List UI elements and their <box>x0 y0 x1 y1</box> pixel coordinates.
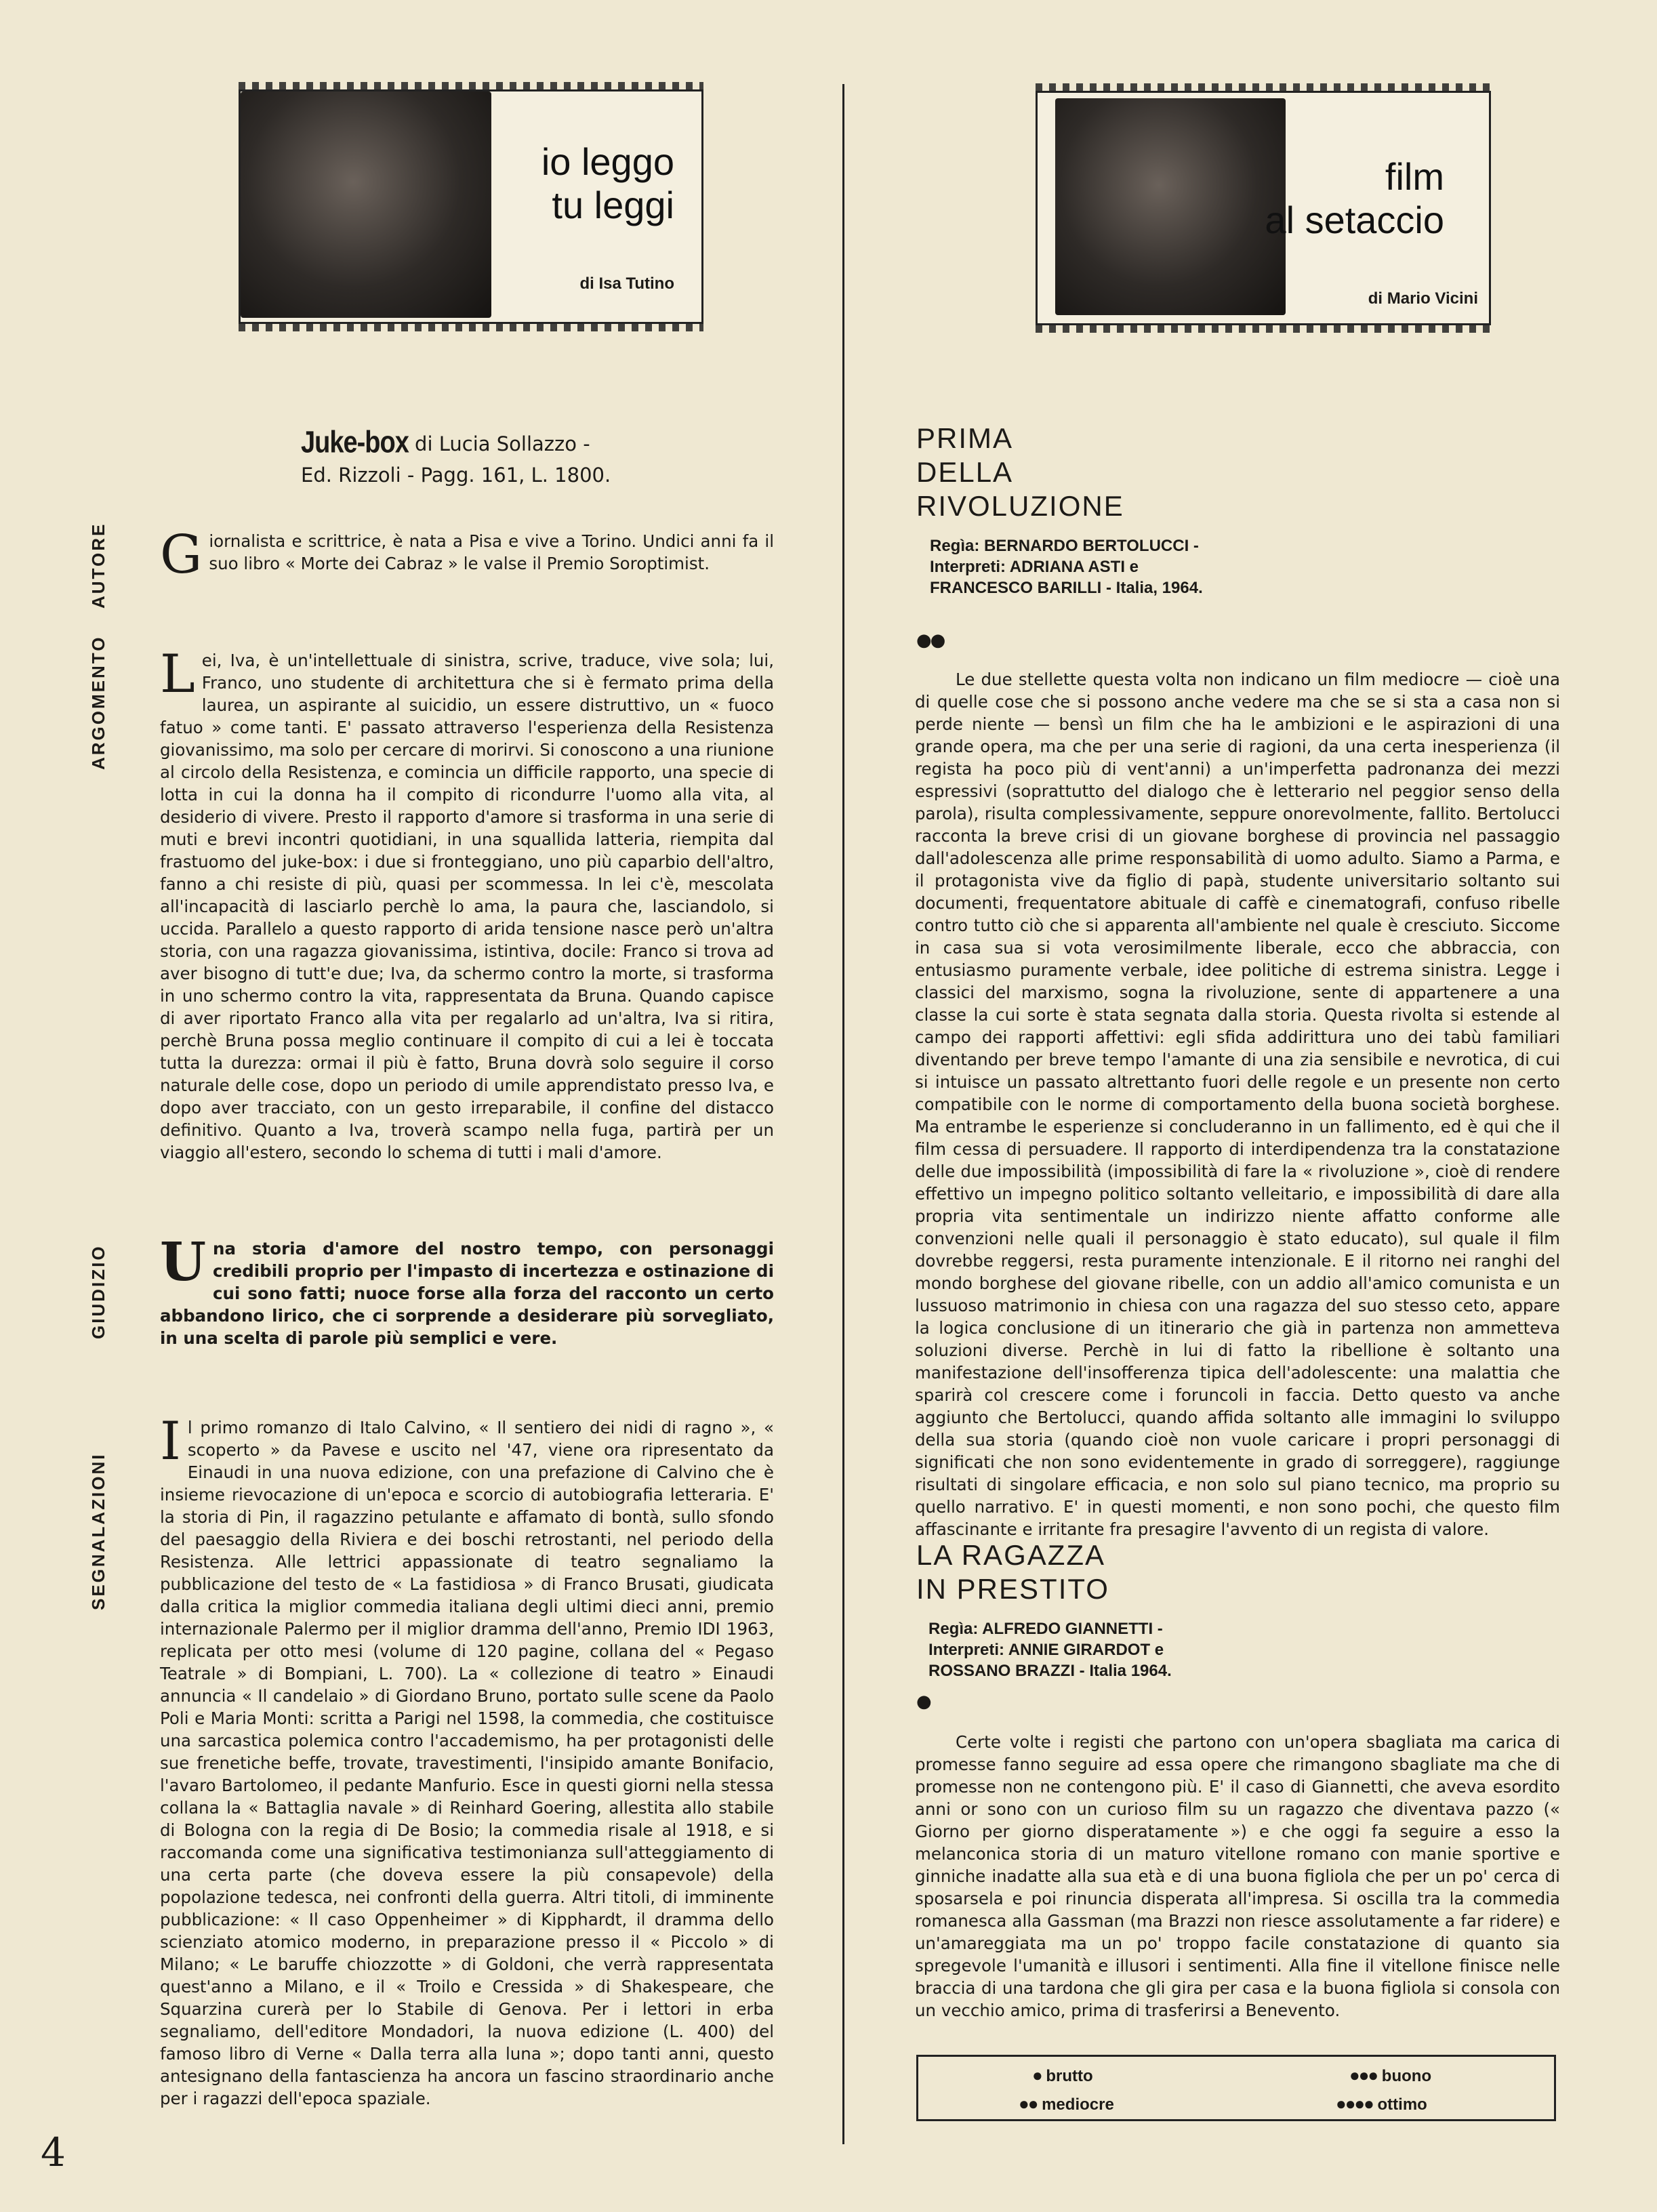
film1-rating: ●● <box>916 630 945 651</box>
segnalazioni-dropcap: I <box>160 1411 181 1472</box>
legend-mediocre <box>1019 2093 1114 2114</box>
book-title: Juke-box <box>301 425 409 460</box>
legend-ottimo-dots: ●●●● <box>1336 2093 1373 2114</box>
side-label-giudizio: GIUDIZIO <box>88 1244 108 1339</box>
legend-buono <box>1349 2065 1431 2086</box>
left-header-title-line2: tu leggi <box>552 184 674 226</box>
right-header-title-line2: al setaccio <box>1265 199 1444 241</box>
legend-mediocre-label: mediocre <box>1042 2095 1114 2114</box>
film2-review <box>915 1731 1560 2022</box>
legend-buono-label: buono <box>1381 2067 1432 2085</box>
segnalazioni-text: l primo romanzo di Italo Calvino, « Il sentiero dei nidi di ragno », « scoperto » da Pavese e uscito nel '47, viene ora ripresentato da Einaudi in una nuova edizione, con una prefazione di Calvino che è insieme rievocazione di un'epoca e scorcio di autobiografia letteraria. E' la storia di Pin, il ragazzino petulante e affamato di bontà, sullo sfondo del paesaggio della Riviera e dei boschi retrostanti, nel periodo della Resistenza. Alle lettrici appassionate di teatro segnaliamo la pubblicazione del testo de « La fastidiosa » di Franco Brusati, giudicata dalla critica la miglior commedia italiana degli ultimi dieci anni, premio internazionale Palermo per il miglior dramma dell'anno, Premio IDI 1963, replicata per otto mesi (volume di 120 pagine, collana del « Pegaso Teatrale » di Bompiani, L. 700). La « collezione di teatro » Einaudi annuncia « Il candelaio » di Giordano Bruno, portato sulle scene da Paolo Poli e Maria Monti: scritta a Parigi nel 1598, la commedia, che costituisce una sarcastica polemica contro l'accademismo, ha per protagonisti delle sue frenetiche beffe, trovate, travestimenti, l'insipido amante Bonifacio, l'avaro Bartolomeo, il pedante Manfurio. Esce in questi giorni nella stessa collana la « Battaglia navale » di Reinhard Goering, allestita allo stabile di Bologna con la regia di De Bosio; la commedia risale al 1918, e si raccomanda come una significativa testimonianza sull'atteggiamento di una certa parte (che doveva essere la più consapevole) della popolazione tedesca, nei confronti della guerra. Altri titoli, di imminente pubblicazione: « Il caso Oppenheimer » di Kipphardt, il dramma dello scienziato atomico moderno, in preparazione presso il « Piccolo » di Milano; « Le baruffe chiozzotte » di Goldoni, che verrà rappresentata quest'anno a Milano, e il « Troilo e Cressida » di Shakespeare, che Squarzina curerà per lo Stabile di Genova. Per i lettori in erba segnaliamo, dell'editore Mondadori, la nuova edizione (L. 400) del famoso libro di Verne « Dalla terra alla luna »; dopo tanti anni, questo antesignano della fantascienza ha ancora un fascino straordinario anche per i ragazzi dell'epoca spaziale. <box>160 1418 774 2108</box>
film1-title-line2: DELLA <box>916 456 1014 488</box>
right-header-byline: di Mario Vicini <box>1368 289 1478 308</box>
film2-title <box>916 1538 1255 1606</box>
left-header-title-line1: io leggo <box>541 140 674 183</box>
book-author: di Lucia Sollazzo - <box>415 432 590 455</box>
legend-mediocre-dots: ●● <box>1019 2093 1038 2114</box>
side-label-argomento: ARGOMENTO <box>88 635 108 770</box>
argomento-dropcap: L <box>160 644 195 705</box>
film1-title-line3: RIVOLUZIONE <box>916 490 1124 522</box>
giudizio-dropcap: U <box>160 1231 207 1293</box>
right-header-title-line1: film <box>1385 155 1444 198</box>
autore-text: iornalista e scrittrice, è nata a Pisa e vive a Torino. Undici anni fa il suo libro « Morte dei Cabraz » le valse il Premio Soroptimist. <box>209 531 774 573</box>
film1-review <box>915 668 1560 1540</box>
reader-photo <box>241 91 491 318</box>
right-column-header <box>1036 91 1491 325</box>
film2-review-text: Certe volte i registi che partono con un'opera sbagliata ma carica di promesse fanno seguire ad essa opere che rimangono sbagliate ma che di promesse non ne contengono più. E' il caso di Giannetti, che aveva esordito anni or sono con un curioso film su un ragazzo che diventava pazzo (« Giorno per giorno disperatamente ») e che oggi fa seguire a esso la melanconica storia di un maturo vitellone romano con manie sportive e ginniche inadatte alla sua età e di una buona figliola che per un po' cerca di sposarsela e poi rinuncia disperata all'impresa. Si oscilla tra la commedia romanesca alla Gassman (ma Brazzi non riesce assolutamente a far ridere) e un'amareggiata ma un po' troppo facile constatazione di quanto sia spregevole l'umanità e illusori i sentimenti. Alla fine il vitellone finisce nelle braccia di una tardona che gli gira per casa e la buona figliola si consola con un vecchio amico, prima di trasferirsi a Benevento. <box>915 1732 1560 2020</box>
giudizio-section <box>160 1231 774 1349</box>
book-heading <box>301 427 775 491</box>
film2-rating: ● <box>916 1692 930 1712</box>
legend-buono-dots: ●●● <box>1349 2065 1378 2085</box>
film1-title <box>916 422 1255 523</box>
film1-title-line1: PRIMA <box>916 422 1014 454</box>
film1-credits: Regìa: BERNARDO BERTOLUCCI - Interpreti: ADRIANA ASTI e FRANCESCO BARILLI - Italia, 1964. <box>930 537 1203 597</box>
side-label-autore: AUTORE <box>88 522 108 609</box>
autore-section <box>160 525 774 586</box>
legend-brutto <box>1032 2065 1093 2086</box>
legend-ottimo <box>1336 2093 1427 2114</box>
legend-brutto-dots: ● <box>1032 2065 1042 2085</box>
right-header-title <box>1227 155 1444 242</box>
argomento-text: ei, Iva, è un'intellettuale di sinistra, scrive, traduce, vive sola; lui, Franco, uno studente di architettura che si è fermato prima della laurea, un aspirante al suicidio, un essere distruttivo, un « fuoco fatuo » come tanti. E' passato attraverso l'esperienza della Resistenza giovanissimo, ma solo per cercare di morirvi. Si conoscono a una riunione al circolo della Resistenza, e comincia un difficile rapporto, una specie di lotta in cui la donna ha il compito di ricondurre l'uomo alla vita, al desiderio di vivere. Presto il rapporto d'amore si trasforma in una serie di muti e brevi incontri quotidiani, in una squallida latteria, riempita dal frastuomo del juke-box: i due si fronteggiano, uno più caparbio dell'altro, fanno a chi resiste di più, quasi per scommessa. In lei c'è, mescolata all'incapacità di lasciarlo perchè lo ama, la paura che, lasciandolo, si uccida. Parallelo a questo rapporto di arida tensione nasce però un'altra storia, con una ragazza giovanissima, istintiva, docile: Franco si trova ad aver bisogno di tutt'e due; Iva, da schermo contro la morte, si trasforma in uno schermo contro la vita, rappresentata da Bruna. Quando capisce di aver riportato Franco alla vita per regalarlo ad un'altra, Iva si ritira, perchè Bruna possa meglio continuare il compito di cui a lei è toccata tutta la durezza: ormai il più è fatto, Bruna dovrà solo seguire il corso naturale delle cose, dopo un periodo di umile apprendistato presso Iva, e dopo aver tracciato, con un gesto irreparabile, il confine del distacco definitivo. Quanto a Iva, troverà scampo nella fuga, partirà per un viaggio all'estero, secondo lo schema di tutti i mali d'amore. <box>160 651 774 1162</box>
film2-credits: Regìa: ALFREDO GIANNETTI - Interpreti: ANNIE GIRARDOT e ROSSANO BRAZZI - Italia 1964. <box>928 1620 1172 1680</box>
page-number: 4 <box>41 2129 66 2175</box>
left-header-title <box>471 140 674 227</box>
autore-dropcap: G <box>160 525 203 586</box>
column-divider <box>842 84 844 2144</box>
film1-review-text: Le due stellette questa volta non indicano un film mediocre — cioè una di quelle cose che si possono anche vedere ma che se si sta a casa non si perde niente — bensì un film che ha le ambizioni e le aspirazioni di una grande opera, ma che per una serie di ragioni, da una certa inesperienza (il regista ha poco più di vent'anni) a un'imperfetta padronanza dei mezzi espressivi (soprattutto del dialogo che è letterario nel peggior senso della parola), risulta complessivamente, seppure onorevolmente, fallito. Bertolucci racconta la breve crisi di un giovane borghese di provincia nel passaggio dall'adolescenza alle prime responsabilità di uomo adulto. Siamo a Parma, e il protagonista vive da figlio di papà, studente universitario soltanto sui documenti, frequentatore abituale di caffè e cinematografi, confuso ribelle contro tutto ciò che si apparenta all'ambiente nel quale è cresciuto. Siccome in casa sua si vota verosimilmente liberale, ecco che abbraccia, con entusiasmo puramente verbale, idee politiche di estrema sinistra. Legge i classici del marxismo, sogna la rivoluzione, sente di appartenere a una classe la cui sorte è stata segnata dalla storia. Questa rivolta si estende al campo dei rapporti affettivi: egli sfida addirittura uno dei tabù familiari diventando per breve tempo l'amante di una zia sensibile e nevrotica, di cui si intuisce un passato altrettanto fuori delle regole e un presente non certo compatibile con le norme di comportamento della buona società borghese. Ma entrambe le esperienze si concluderanno in un fallimento, ed è qui che il film cessa di persuadere. Il rapporto di interdipendenza tra la constatazione delle due impossibilità (impossibilità di fare la « rivoluzione », cioè di rendere effettivo un impegno politico soltanto velleitario, e impossibilità di dare alla propria vita sentimentale un indirizzo niente affatto conforme alle convenzioni nelle quali il personaggio è stato educato), sul quale il film dovrebbe reggersi, resta puramente intenzionale. E il ritorno nei ranghi del mondo borghese del giovane ribelle, con un addio all'amico comunista e un lussuoso matrimonio in chiesa con una ragazza del suo stesso ceto, appare la logica conclusione di un itinerario che già in partenza non ammetteva soluzioni diverse. Perchè in lui di fatto la ribellione è soltanto una manifestazione dell'insofferenza tipica dell'adolescente: una malattia che sparirà col crescere come i foruncoli in faccia. Detto questo va anche aggiunto che Bertolucci, quando affida soltanto alle immagini lo sviluppo della sua storia (quando cioè non vuole caricare i propri personaggi di significati che non sono evidentemente in grado di sorreggere), raggiunge risultati di singolare efficacia, e non solo sul piano tecnico, ma proprio su quello narrativo. E' in questi momenti, e non sono pochi, che questo film affascinante e irritante fra presagire l'avvento di un regista di valore. <box>915 670 1560 1539</box>
segnalazioni-section <box>160 1411 774 2110</box>
argomento-section <box>160 644 774 1164</box>
left-header-byline: di Isa Tutino <box>579 274 674 293</box>
side-label-segnalazioni: SEGNALAZIONI <box>88 1452 108 1610</box>
left-column-header <box>239 89 703 324</box>
film2-title-line1: LA RAGAZZA <box>916 1539 1106 1571</box>
film2-title-line2: IN PRESTITO <box>916 1573 1109 1605</box>
book-publisher: Ed. Rizzoli - Pagg. 161, L. 1800. <box>301 464 611 487</box>
legend-ottimo-label: ottimo <box>1377 2095 1427 2114</box>
rating-legend <box>916 2055 1556 2121</box>
legend-brutto-label: brutto <box>1046 2067 1093 2085</box>
giudizio-text: na storia d'amore del nostro tempo, con personaggi credibili proprio per l'impasto di incertezza e ostinazione di cui sono fatti; nuoce forse alla forza del racconto un certo abbandono lirico, che ci sorprende a desiderare più sorvegliato, in una scelta di parole più semplici e vere. <box>160 1239 774 1348</box>
